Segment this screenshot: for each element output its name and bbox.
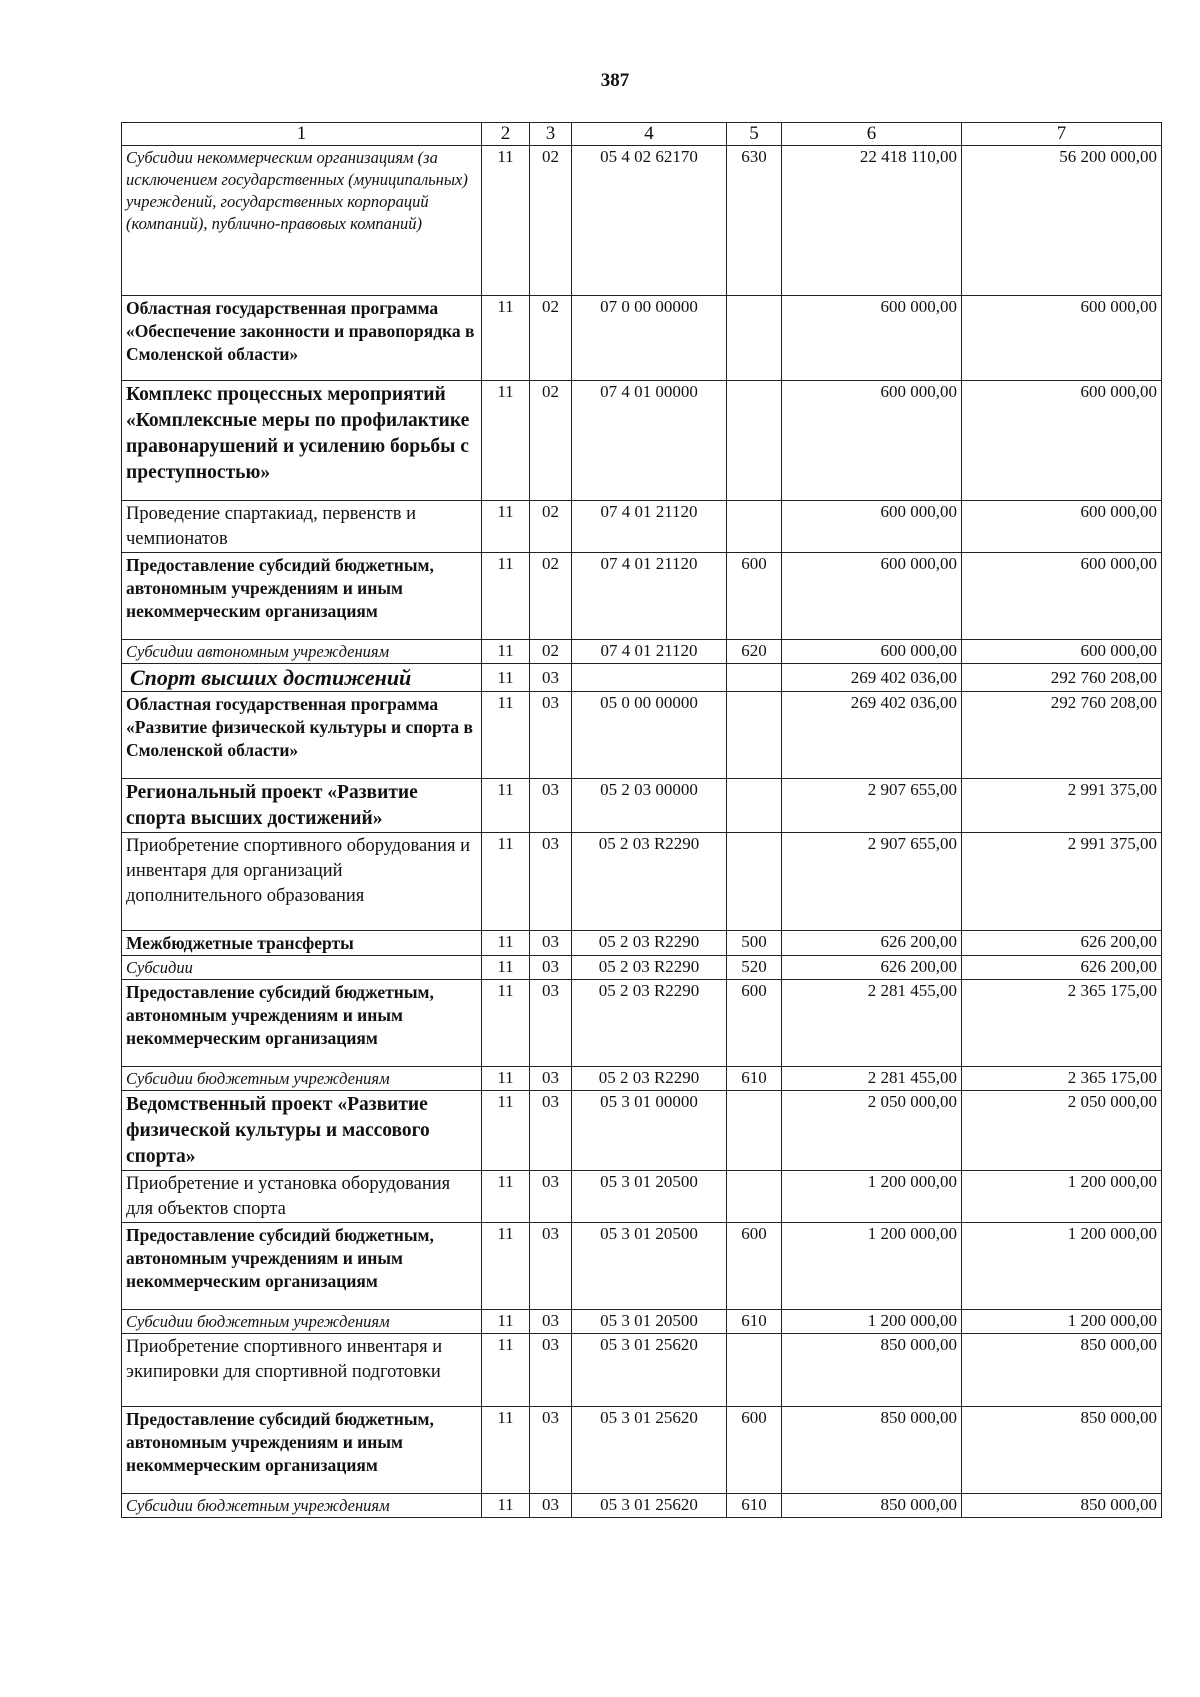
target-article-code: 05 2 03 00000	[572, 779, 727, 833]
section-code: 11	[482, 833, 530, 931]
table-row	[122, 1494, 1162, 1518]
amount-year-2: 1 200 000,00	[962, 1171, 1162, 1223]
amount-year-1: 2 907 655,00	[782, 833, 962, 931]
table-row	[122, 296, 1162, 381]
amount-year-2: 2 991 375,00	[962, 779, 1162, 833]
subsection-code: 03	[530, 664, 572, 692]
amount-year-1: 1 200 000,00	[782, 1223, 962, 1310]
budget-table	[121, 122, 1162, 1518]
amount-year-1: 2 050 000,00	[782, 1091, 962, 1171]
amount-year-1: 269 402 036,00	[782, 692, 962, 779]
row-name: Предоставление субсидий бюджетным, автономным учреждениям и иным некоммерческим организациям	[122, 980, 482, 1067]
amount-year-1: 600 000,00	[782, 296, 962, 381]
amount-year-2: 2 050 000,00	[962, 1091, 1162, 1171]
section-code: 11	[482, 553, 530, 640]
target-article-code: 05 2 03 R2290	[572, 931, 727, 956]
expense-type-code: 600	[727, 1223, 782, 1310]
amount-year-2: 600 000,00	[962, 381, 1162, 501]
subsection-code: 03	[530, 1171, 572, 1223]
expense-type-code: 600	[727, 553, 782, 640]
row-name: Предоставление субсидий бюджетным, автономным учреждениям и иным некоммерческим организациям	[122, 1407, 482, 1494]
expense-type-code	[727, 1091, 782, 1171]
amount-year-1: 600 000,00	[782, 553, 962, 640]
header-cell: 4	[572, 123, 727, 146]
subsection-code: 03	[530, 1494, 572, 1518]
section-code: 11	[482, 640, 530, 664]
subsection-code: 03	[530, 779, 572, 833]
row-name: Приобретение и установка оборудования для объектов спорта	[122, 1171, 482, 1223]
subsection-code: 02	[530, 146, 572, 296]
table-row	[122, 931, 1162, 956]
table-row	[122, 1091, 1162, 1171]
row-name: Предоставление субсидий бюджетным, автономным учреждениям и иным некоммерческим организациям	[122, 1223, 482, 1310]
subsection-code: 03	[530, 1334, 572, 1407]
target-article-code: 05 0 00 00000	[572, 692, 727, 779]
table-row	[122, 501, 1162, 553]
expense-type-code	[727, 1334, 782, 1407]
expense-type-code	[727, 501, 782, 553]
amount-year-2: 292 760 208,00	[962, 664, 1162, 692]
section-code: 11	[482, 664, 530, 692]
target-article-code: 07 4 01 21120	[572, 553, 727, 640]
row-name: Комплекс процессных мероприятий «Комплексные меры по профилактике правонарушений и усилению борьбы с преступностью»	[122, 381, 482, 501]
table-row	[122, 779, 1162, 833]
amount-year-2: 600 000,00	[962, 296, 1162, 381]
amount-year-2: 2 991 375,00	[962, 833, 1162, 931]
target-article-code: 05 3 01 25620	[572, 1407, 727, 1494]
expense-type-code	[727, 296, 782, 381]
amount-year-1: 850 000,00	[782, 1494, 962, 1518]
table-row	[122, 1067, 1162, 1091]
target-article-code: 05 3 01 20500	[572, 1171, 727, 1223]
row-name: Субсидии некоммерческим организациям (за исключением государственных (муниципальных) учреждений, государственных корпораций (компаний), публично-правовых компаний)	[122, 146, 482, 296]
row-name: Приобретение спортивного инвентаря и экипировки для спортивной подготовки	[122, 1334, 482, 1407]
subsection-code: 02	[530, 553, 572, 640]
amount-year-1: 1 200 000,00	[782, 1171, 962, 1223]
row-name: Областная государственная программа «Развитие физической культуры и спорта в Смоленской области»	[122, 692, 482, 779]
header-cell: 1	[122, 123, 482, 146]
target-article-code: 05 3 01 25620	[572, 1334, 727, 1407]
section-code: 11	[482, 501, 530, 553]
amount-year-2: 1 200 000,00	[962, 1310, 1162, 1334]
amount-year-1: 850 000,00	[782, 1334, 962, 1407]
amount-year-2: 56 200 000,00	[962, 146, 1162, 296]
expense-type-code: 610	[727, 1067, 782, 1091]
table-row	[122, 1407, 1162, 1494]
row-name: Субсидии бюджетным учреждениям	[122, 1310, 482, 1334]
header-cell: 7	[962, 123, 1162, 146]
subsection-code: 02	[530, 296, 572, 381]
table-row	[122, 381, 1162, 501]
header-cell: 3	[530, 123, 572, 146]
target-article-code: 05 3 01 00000	[572, 1091, 727, 1171]
subsection-code: 03	[530, 1067, 572, 1091]
table-row	[122, 553, 1162, 640]
section-code: 11	[482, 1494, 530, 1518]
page-number: 387	[600, 70, 630, 91]
section-code: 11	[482, 296, 530, 381]
section-code: 11	[482, 1067, 530, 1091]
subsection-code: 02	[530, 640, 572, 664]
subsection-code: 03	[530, 833, 572, 931]
amount-year-2: 850 000,00	[962, 1494, 1162, 1518]
amount-year-2: 626 200,00	[962, 931, 1162, 956]
target-article-code: 05 2 03 R2290	[572, 833, 727, 931]
expense-type-code: 620	[727, 640, 782, 664]
amount-year-2: 2 365 175,00	[962, 1067, 1162, 1091]
amount-year-2: 600 000,00	[962, 501, 1162, 553]
expense-type-code: 520	[727, 956, 782, 980]
expense-type-code	[727, 833, 782, 931]
row-name: Приобретение спортивного оборудования и инвентаря для организаций дополнительного образования	[122, 833, 482, 931]
amount-year-2: 600 000,00	[962, 640, 1162, 664]
amount-year-1: 269 402 036,00	[782, 664, 962, 692]
target-article-code: 05 2 03 R2290	[572, 956, 727, 980]
header-cell: 2	[482, 123, 530, 146]
section-code: 11	[482, 1091, 530, 1171]
subsection-code: 02	[530, 381, 572, 501]
expense-type-code: 610	[727, 1494, 782, 1518]
header-row	[122, 123, 1162, 146]
target-article-code: 07 0 00 00000	[572, 296, 727, 381]
table-row	[122, 692, 1162, 779]
expense-type-code	[727, 692, 782, 779]
target-article-code: 07 4 01 21120	[572, 501, 727, 553]
row-name: Региональный проект «Развитие спорта высших достижений»	[122, 779, 482, 833]
expense-type-code	[727, 779, 782, 833]
header-cell: 5	[727, 123, 782, 146]
subsection-code: 03	[530, 692, 572, 779]
section-code: 11	[482, 692, 530, 779]
amount-year-1: 2 907 655,00	[782, 779, 962, 833]
table-row	[122, 980, 1162, 1067]
section-code: 11	[482, 931, 530, 956]
expense-type-code: 610	[727, 1310, 782, 1334]
row-name: Проведение спартакиад, первенств и чемпионатов	[122, 501, 482, 553]
subsection-code: 03	[530, 1310, 572, 1334]
subsection-code: 03	[530, 1223, 572, 1310]
amount-year-1: 600 000,00	[782, 640, 962, 664]
amount-year-1: 2 281 455,00	[782, 980, 962, 1067]
subsection-code: 03	[530, 956, 572, 980]
section-code: 11	[482, 1407, 530, 1494]
expense-type-code: 600	[727, 980, 782, 1067]
table-row	[122, 1223, 1162, 1310]
target-article-code: 05 2 03 R2290	[572, 980, 727, 1067]
section-code: 11	[482, 1334, 530, 1407]
amount-year-2: 850 000,00	[962, 1334, 1162, 1407]
row-name: Субсидии автономным учреждениям	[122, 640, 482, 664]
section-code: 11	[482, 146, 530, 296]
amount-year-2: 1 200 000,00	[962, 1223, 1162, 1310]
amount-year-1: 626 200,00	[782, 931, 962, 956]
amount-year-1: 1 200 000,00	[782, 1310, 962, 1334]
section-code: 11	[482, 1171, 530, 1223]
amount-year-1: 22 418 110,00	[782, 146, 962, 296]
row-name: Субсидии	[122, 956, 482, 980]
expense-type-code: 500	[727, 931, 782, 956]
target-article-code: 05 3 01 20500	[572, 1310, 727, 1334]
table-row	[122, 1310, 1162, 1334]
target-article-code: 07 4 01 21120	[572, 640, 727, 664]
subsection-code: 02	[530, 501, 572, 553]
amount-year-2: 626 200,00	[962, 956, 1162, 980]
section-code: 11	[482, 1223, 530, 1310]
amount-year-1: 626 200,00	[782, 956, 962, 980]
row-name: Предоставление субсидий бюджетным, автономным учреждениям и иным некоммерческим организациям	[122, 553, 482, 640]
subsection-code: 03	[530, 1407, 572, 1494]
target-article-code: 05 2 03 R2290	[572, 1067, 727, 1091]
row-name: Спорт высших достижений	[122, 664, 482, 692]
target-article-code: 05 3 01 25620	[572, 1494, 727, 1518]
target-article-code: 05 4 02 62170	[572, 146, 727, 296]
amount-year-2: 600 000,00	[962, 553, 1162, 640]
subsection-code: 03	[530, 1091, 572, 1171]
amount-year-1: 600 000,00	[782, 501, 962, 553]
expense-type-code	[727, 1171, 782, 1223]
amount-year-2: 850 000,00	[962, 1407, 1162, 1494]
row-name: Областная государственная программа «Обеспечение законности и правопорядка в Смоленской области»	[122, 296, 482, 381]
table-row	[122, 664, 1162, 692]
table-row	[122, 1334, 1162, 1407]
expense-type-code: 600	[727, 1407, 782, 1494]
section-code: 11	[482, 381, 530, 501]
table-row	[122, 1171, 1162, 1223]
row-name: Субсидии бюджетным учреждениям	[122, 1494, 482, 1518]
target-article-code: 05 3 01 20500	[572, 1223, 727, 1310]
subsection-code: 03	[530, 980, 572, 1067]
amount-year-1: 2 281 455,00	[782, 1067, 962, 1091]
table-row	[122, 833, 1162, 931]
amount-year-2: 2 365 175,00	[962, 980, 1162, 1067]
target-article-code: 07 4 01 00000	[572, 381, 727, 501]
expense-type-code: 630	[727, 146, 782, 296]
row-name: Межбюджетные трансферты	[122, 931, 482, 956]
row-name: Субсидии бюджетным учреждениям	[122, 1067, 482, 1091]
expense-type-code	[727, 664, 782, 692]
table-row	[122, 640, 1162, 664]
section-code: 11	[482, 779, 530, 833]
table-row	[122, 146, 1162, 296]
table-row	[122, 956, 1162, 980]
amount-year-1: 850 000,00	[782, 1407, 962, 1494]
amount-year-1: 600 000,00	[782, 381, 962, 501]
section-code: 11	[482, 1310, 530, 1334]
section-code: 11	[482, 980, 530, 1067]
row-name: Ведомственный проект «Развитие физической культуры и массового спорта»	[122, 1091, 482, 1171]
amount-year-2: 292 760 208,00	[962, 692, 1162, 779]
target-article-code	[572, 664, 727, 692]
section-code: 11	[482, 956, 530, 980]
header-cell: 6	[782, 123, 962, 146]
subsection-code: 03	[530, 931, 572, 956]
expense-type-code	[727, 381, 782, 501]
